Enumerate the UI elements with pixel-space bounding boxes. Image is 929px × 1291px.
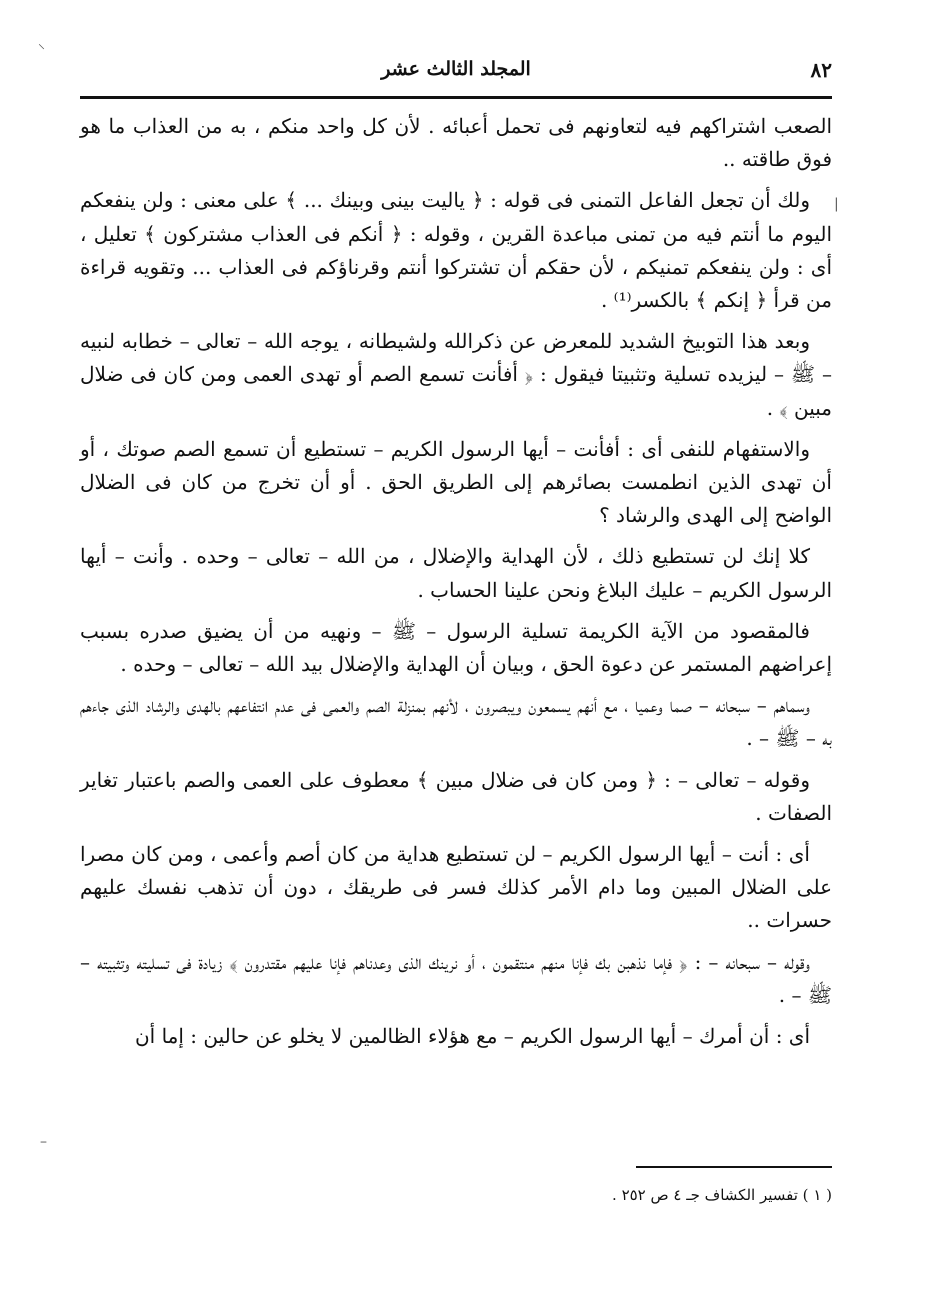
footnote-rule <box>636 1166 832 1168</box>
body-text <box>80 110 832 1061</box>
paragraph: وسماهم – سبحانه – صما وعميا ، مع أنهم يسمعون ويبصرون ، لأنهم بمنزلة الصم والعمى فى عدم انتفاعهم بالهدى والرشاد الذى جاءهم به – ﷺ – . <box>80 693 832 751</box>
running-title: المجلد الثالث عشر <box>381 58 531 80</box>
page-number: ٨٢ <box>810 58 832 82</box>
paragraph: فالمقصود من الآية الكريمة تسلية الرسول – ﷺ – ونهيه من أن يضيق صدره بسبب إعراضهم المستمر عن دعوة الحق ، وبيان أن الهداية والإضلال بيد الله – تعالى – وحده . <box>80 618 832 677</box>
margin-scan-mark: ⸍ <box>38 42 45 58</box>
margin-scan-mark: – <box>40 1134 47 1150</box>
header-rule <box>80 96 832 99</box>
paragraph: والاستفهام للنفى أى : أفأنت – أيها الرسول الكريم – تستطيع أن تسمع الصم صوتك ، أو أن تهدى الذين انطمست بصائرهم إلى الطريق الحق . أو أن تخرج من كان فى الضلال الواضح إلى الهدى والرشاد ؟ <box>80 436 832 528</box>
paragraph: وبعد هذا التوبيخ الشديد للمعرض عن ذكرالله ولشيطانه ، يوجه الله – تعالى – خطابه لنبيه – ﷺ – ليزيده تسلية وتثبيتا فيقول : ﴿ أفأنت تسمع الصم أو تهدى العمى ومن كان فى ضلال مبين ﴾ . <box>80 329 832 420</box>
paragraph: أى : أن أمرك – أيها الرسول الكريم – مع هؤلاء الظالمين لا يخلو عن حالين : إما أن <box>134 1024 810 1049</box>
footnote: ( ١ ) تفسير الكشاف جـ ٤ ص ٢٥٢ . <box>612 1186 832 1204</box>
paragraph: الصعب اشتراكهم فيه لتعاونهم فى تحمل أعبائه . لأن كل واحد منكم ، به من العذاب ما هو فوق طاقته .. <box>80 114 832 172</box>
paragraph: أى : أنت – أيها الرسول الكريم – لن تستطيع هداية من كان أصم وأعمى ، ومن كان مصرا على الضلال المبين وما دام الأمر كذلك فسر فى طريقك ، دون أن تذهب نفسك عليهم حسرات .. <box>80 842 832 933</box>
paragraph: ولك أن تجعل الفاعل التمنى فى قوله : ﴿ ياليت بينى وبينك ... ﴾ على معنى : ولن ينفعكم اليوم ما أنتم فيه من تمنى مباعدة القرين ، وقوله : ﴿ أنكم فى العذاب مشتركون ﴾ تعليل ، أى : ولن ينفعكم تمنيكم ، لأن حقكم أن تشتركوا أنتم وقرناؤكم فى العذاب ... وتقويه قراءة من قرأ ﴿ إنكم ﴾ بالكسر⁽¹⁾ . <box>80 188 832 313</box>
paragraph: وقوله – تعالى – : ﴿ ومن كان فى ضلال مبين ﴾ معطوف على العمى والصم باعتبار تغاير الصفات . <box>80 767 832 825</box>
paragraph: وقوله – سبحانه – : ﴿ فإما نذهبن بك فإنا منهم منتقمون ، أو نرينك الذى وعدناهم فإنا عليهم مقتدرون ﴾ زيادة فى تسليته وتثبيته – ﷺ – . <box>80 949 832 1007</box>
margin-scan-mark: | <box>834 196 839 212</box>
page-header <box>80 52 832 92</box>
paragraph: كلا إنك لن تستطيع ذلك ، لأن الهداية والإضلال ، من الله – تعالى – وحده . وأنت – أيها الرسول الكريم – عليك البلاغ ونحن علينا الحساب . <box>80 544 832 602</box>
